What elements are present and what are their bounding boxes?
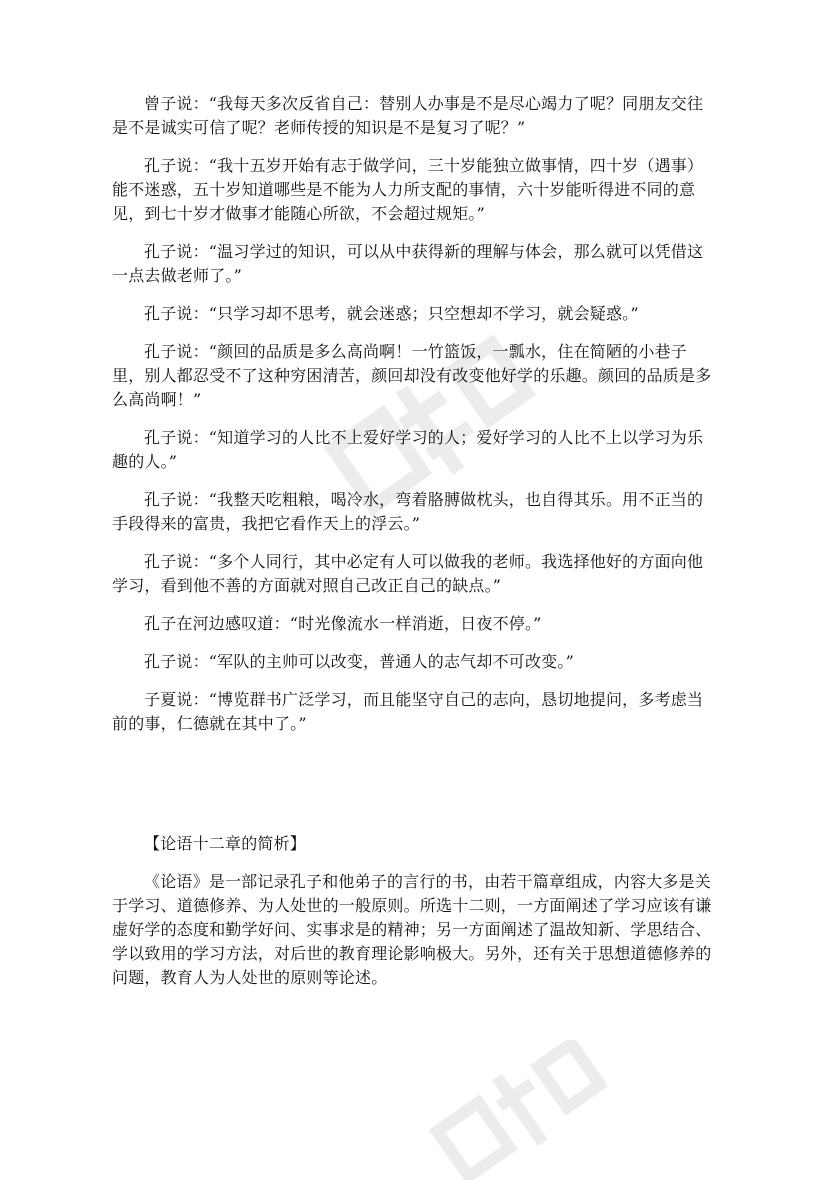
quote-paragraph: 子夏说：“博览群书广泛学习，而且能坚守自己的志向，恳切地提问，多考虑当前的事，仁德就在其中了。” [112, 690, 704, 733]
document-content [112, 92, 718, 990]
quote-paragraph: 孔子说：“只学习却不思考，就会迷惑；只空想却不学习，就会疑惑。” [144, 304, 639, 323]
quote-paragraph: 孔子说：“温习学过的知识，可以从中获得新的理解与体会，那么就可以凭借这一点去做老师了。” [112, 242, 704, 285]
quote-paragraph: 孔子说：“多个人同行，其中必定有人可以做我的老师。我选择他好的方面向他学习，看到他不善的方面就对照自己改正自己的缺点。” [112, 552, 704, 595]
quote-paragraph: 孔子说：“我整天吃粗粮，喝冷水，弯着胳膊做枕头，也自得其乐。用不正当的手段得来的富贵，我把它看作天上的浮云。” [112, 490, 704, 533]
quotes-list [112, 92, 718, 736]
quote-paragraph: 孔子在河边感叹道：“时光像流水一样消逝，日夜不停。” [144, 614, 542, 633]
analysis-body: 《论语》是一部记录孔子和他弟子的言行的书，由若干篇章组成，内容大多是关于学习、道德修养、为人处世的一般原则。所选十二则，一方面阐述了学习应该有谦虚好学的态度和勤学好问、实事求是的精神；另一方面阐述了温故知新、学思结合、学以致用的学习方法，对后世的教育理论影响极大。另外，还有关于思想道德修养的问题，教育人为人处世的原则等论述。 [112, 872, 712, 987]
quote-paragraph: 孔子说：“颜回的品质是多么高尚啊！一竹篮饭，一瓢水，住在简陋的小巷子里，别人都忍受不了这种穷困清苦，颜回却没有改变他好学的乐趣。颜回的品质是多么高尚啊！” [112, 342, 712, 409]
watermark [420, 1040, 620, 1180]
analysis-title: 【论语十二章的简析】 [144, 834, 307, 853]
quote-paragraph: 曾子说：“我每天多次反省自己：替别人办事是不是尽心竭力了呢？同朋友交往是不是诚实可信了呢？老师传授的知识是不是复习了呢？” [112, 94, 704, 137]
quote-paragraph: 孔子说：“知道学习的人比不上爱好学习的人；爱好学习的人比不上以学习为乐趣的人。” [112, 428, 704, 471]
quote-paragraph: 孔子说：“军队的主帅可以改变，普通人的志气却不可改变。” [144, 652, 574, 671]
quote-paragraph: 孔子说：“我十五岁开始有志于做学问，三十岁能独立做事情，四十岁（遇事）能不迷惑，五十岁知道哪些是不能为人力所支配的事情，六十岁能听得进不同的意见，到七十岁才做事才能随心所欲，不会超过规矩。” [112, 156, 704, 223]
section-spacer [112, 750, 718, 832]
